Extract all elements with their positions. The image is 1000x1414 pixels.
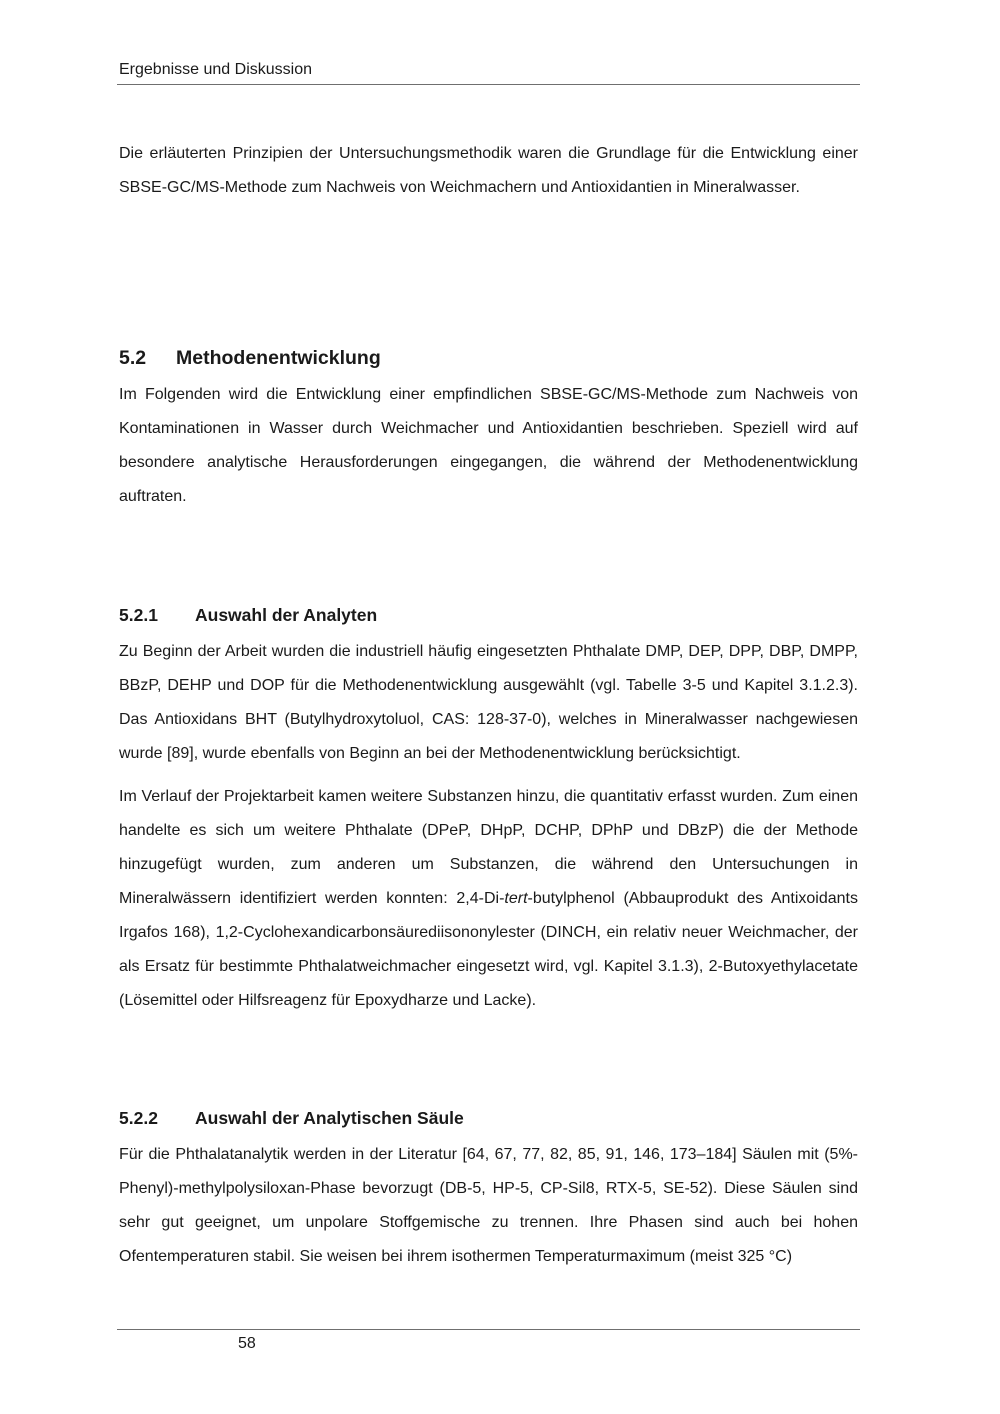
- paragraph-text: -butylphenol (Abbauprodukt des Antixoidants Irgafos 168), 1,2-Cyclohexandicarbonsäurediisononylester (DINCH, ein relativ neuer Weichmacher, der als Ersatz für bestimmte Phthalatweichmacher eingesetzt wird, vgl. Kapitel 3.1.3), 2-Butoxyethylacetate (Lösemittel oder Hilfsreagenz für Epoxydharze und Lacke).: [119, 890, 859, 1009]
- section-5-2-paragraph: Im Folgenden wird die Entwicklung einer empfindlichen SBSE-GC/MS-Methode zum Nachweis von Kontaminationen in Wasser durch Weichmacher und Antioxidantien beschrieben. Speziell wird auf besondere analytische Herausforderungen eingegangen, die während der Methodenentwicklung auftraten.: [119, 386, 858, 505]
- italic-term: tert: [504, 890, 528, 907]
- subsection-heading-5-2-1: [119, 603, 858, 627]
- section-5-2-1-paragraph-1: Zu Beginn der Arbeit wurden die industriell häufig eingesetzten Phthalate DMP, DEP, DPP, DBP, DMPP, BBzP, DEHP und DOP für die Methodenentwicklung ausgewählt (vgl. Tabelle 3-5 und Kapitel 3.1.2.3). Das Antioxidans BHT (Butylhydroxytoluol, CAS: 128-37-0), welches in Mineralwasser nachgewiesen wurde [89], wurde ebenfalls von Beginn an bei der Methodenentwicklung berücksichtigt.: [119, 643, 858, 762]
- page-body: [119, 137, 858, 1274]
- section-heading-5-2: [119, 345, 858, 371]
- section-number: 5.2: [119, 347, 147, 369]
- subsection-number: 5.2.1: [119, 605, 158, 625]
- section-5-2-1-paragraph-2: [119, 780, 858, 1018]
- header-rule: [117, 84, 860, 85]
- subsection-number: 5.2.2: [119, 1108, 158, 1128]
- running-header: Ergebnisse und Diskussion: [119, 61, 312, 78]
- subsection-title: Auswahl der Analytischen Säule: [195, 1108, 464, 1128]
- page-number: 58: [238, 1335, 256, 1352]
- paragraph-text: Im Verlauf der Projektarbeit kamen weitere Substanzen hinzu, die quantitativ erfasst wurden. Zum einen handelte es sich um weitere Phthalate (DPeP, DHpP, DCHP, DPhP und DBzP) die der Methode hinzugefügt wurden, zum anderen um Substanzen, die während den Untersuchungen in Mineralwässern identifiziert werden konnten: 2,4-Di-: [119, 788, 858, 907]
- subsection-heading-5-2-2: [119, 1106, 858, 1130]
- section-title: Methodenentwicklung: [176, 347, 381, 369]
- footer-rule: [117, 1329, 860, 1330]
- intro-paragraph: Die erläuterten Prinzipien der Untersuchungsmethodik waren die Grundlage für die Entwicklung einer SBSE-GC/MS-Methode zum Nachweis von Weichmachern und Antioxidantien in Mineralwasser.: [119, 145, 858, 196]
- section-5-2-2-paragraph: Für die Phthalatanalytik werden in der Literatur [64, 67, 77, 82, 85, 91, 146, 173–184] Säulen mit (5%-Phenyl)-methylpolysiloxan-Phase bevorzugt (DB-5, HP-5, CP-Sil8, RTX-5, SE-52). Diese Säulen sind sehr gut geeignet, um unpolare Stoffgemische zu trennen. Ihre Phasen sind auch bei hohen Ofentemperaturen stabil. Sie weisen bei ihrem isothermen Temperaturmaximum (meist 325 °C): [119, 1146, 858, 1265]
- subsection-title: Auswahl der Analyten: [195, 605, 378, 625]
